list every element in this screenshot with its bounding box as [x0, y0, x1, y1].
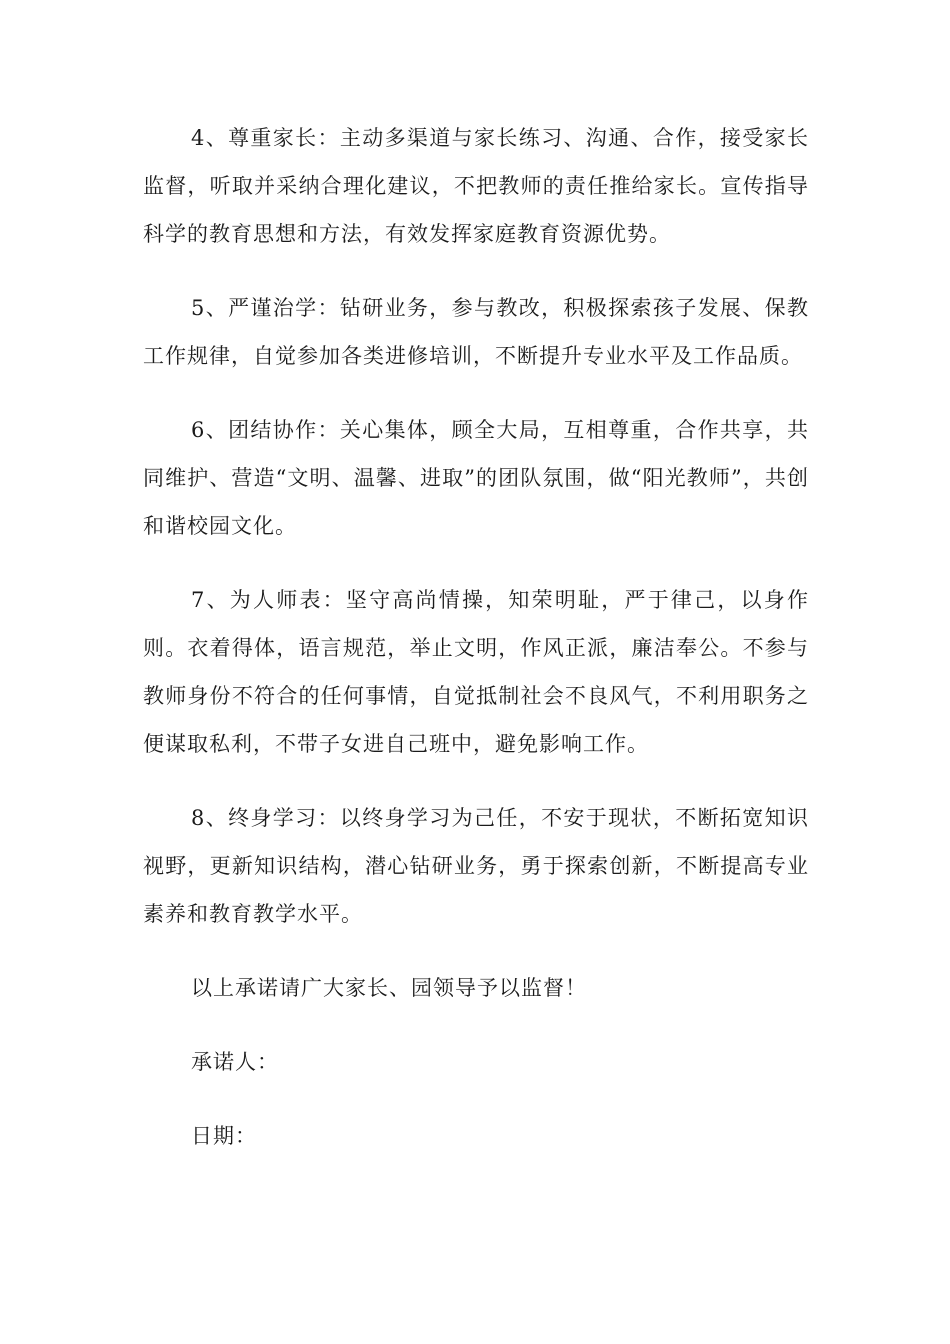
document-body [143, 114, 809, 1186]
commitment-item-5: 5、严谨治学：钻研业务，参与教改，积极探索孩子发展、保教工作规律，自觉参加各类进修培训，不断提升专业水平及工作品质。 [143, 296, 809, 368]
signer-label: 承诺人： [191, 1050, 279, 1074]
commitment-item-6: 6、团结协作：关心集体，顾全大局，互相尊重，合作共享，共同维护、营造“文明、温馨、进取”的团队氛围，做“阳光教师”，共创和谐校园文化。 [143, 418, 809, 538]
commitment-item-7: 7、为人师表：坚守高尚情操，知荣明耻，严于律己，以身作则。衣着得体，语言规范，举止文明，作风正派，廉洁奉公。不参与教师身份不符合的任何事情，自觉抵制社会不良风气，不利用职务之便谋取私利，不带子女进自己班中，避免影响工作。 [143, 588, 809, 756]
commitment-item-8: 8、终身学习：以终身学习为己任，不安于现状，不断拓宽知识视野，更新知识结构，潜心钻研业务，勇于探索创新，不断提高专业素养和教育教学水平。 [143, 806, 809, 926]
closing-statement: 以上承诺请广大家长、园领导予以监督！ [191, 976, 587, 1000]
commitment-item-4: 4、尊重家长：主动多渠道与家长练习、沟通、合作，接受家长监督，听取并采纳合理化建议，不把教师的责任推给家长。宣传指导科学的教育思想和方法，有效发挥家庭教育资源优势。 [143, 126, 809, 246]
date-label: 日期： [191, 1124, 257, 1148]
